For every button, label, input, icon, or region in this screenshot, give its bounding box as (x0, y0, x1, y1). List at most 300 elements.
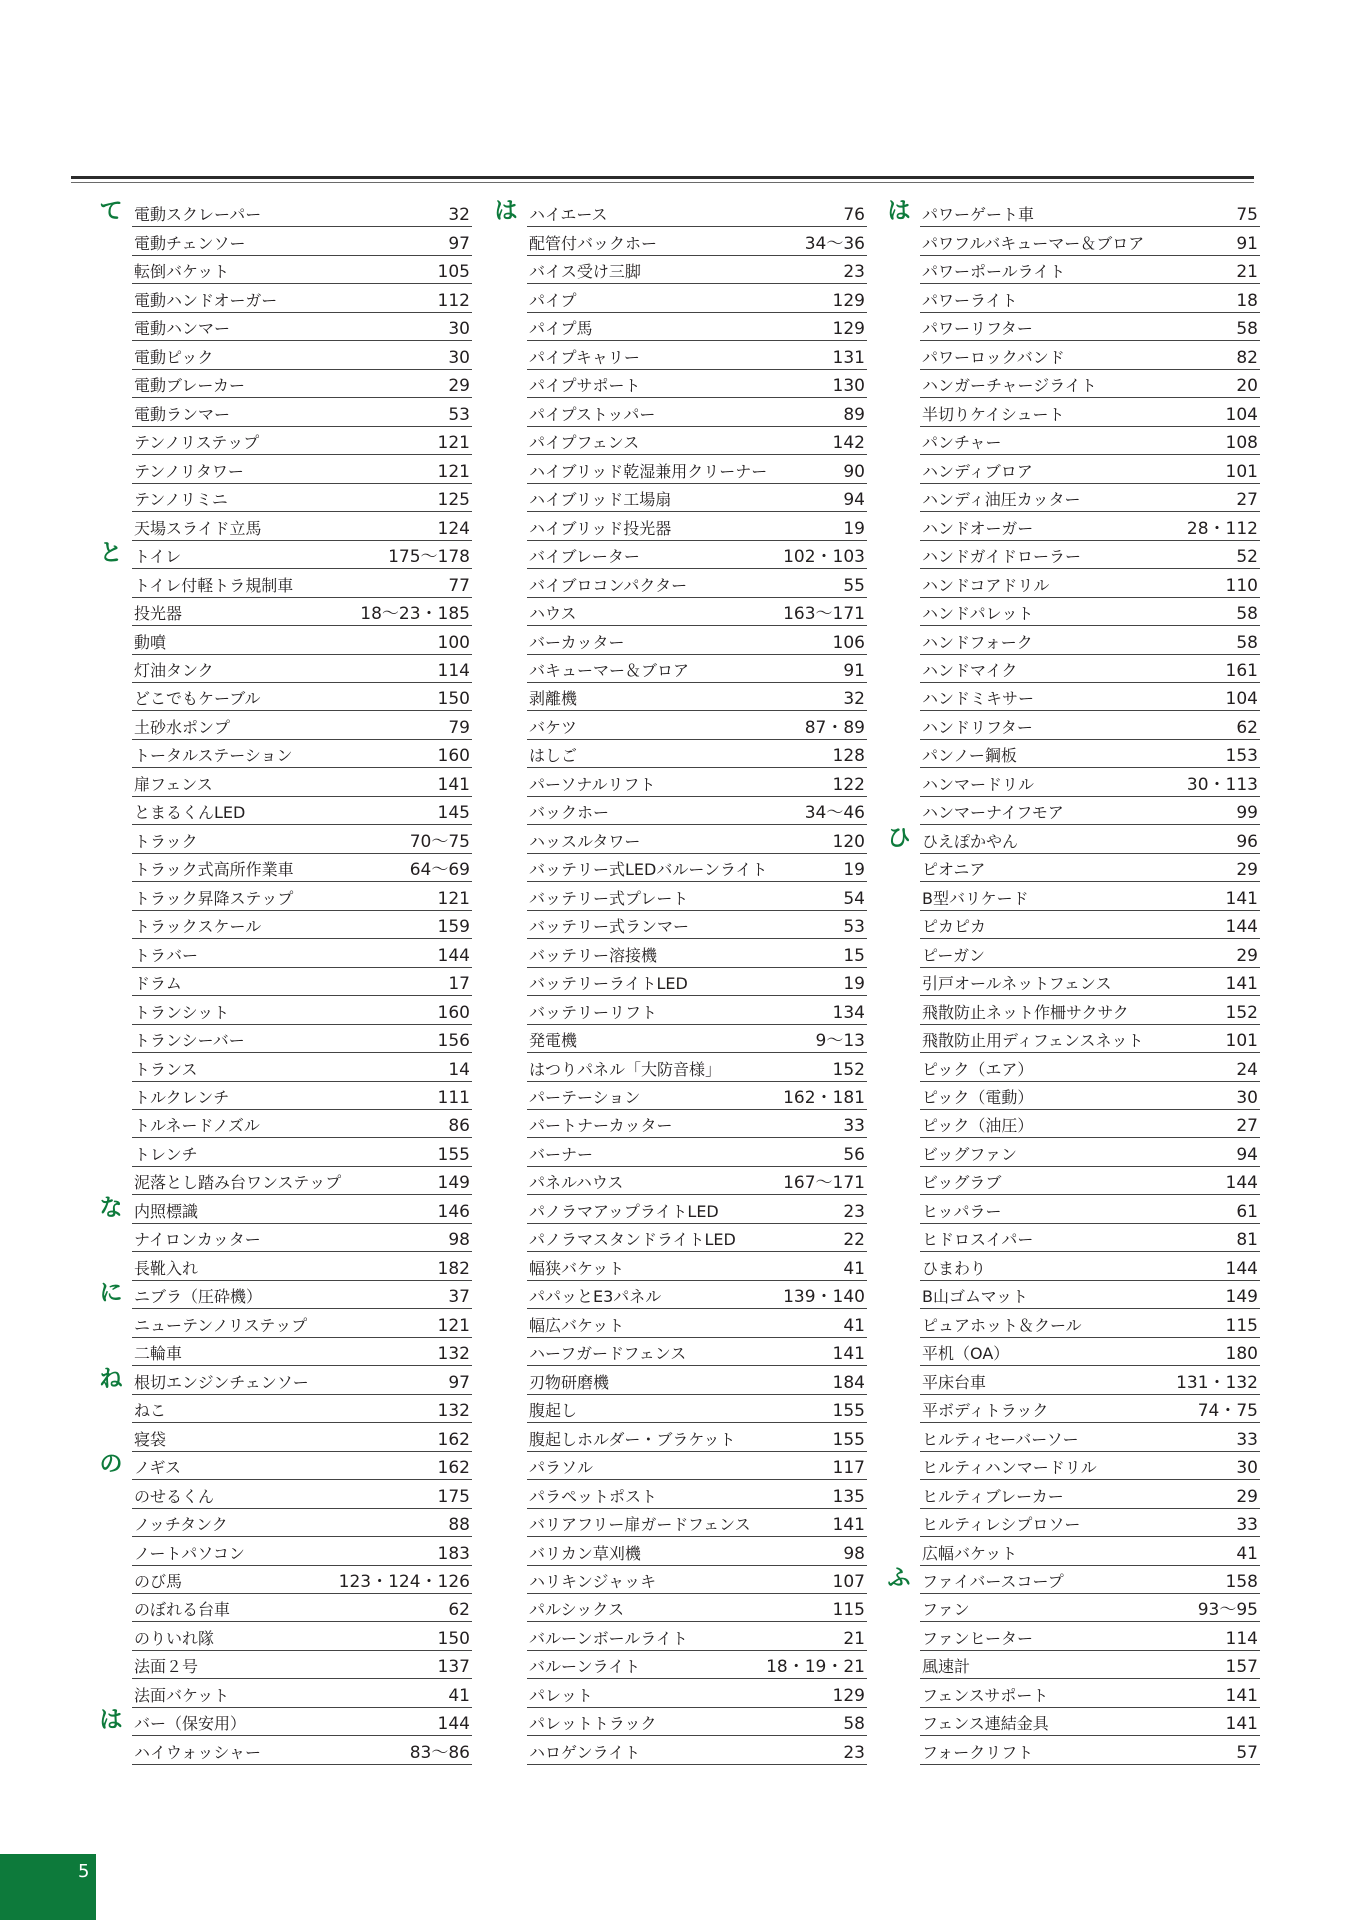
entry-page-ref: 134 (832, 1002, 865, 1023)
entry-term: 転倒バケット (134, 263, 230, 282)
index-entry (920, 1167, 1260, 1195)
entry-page-ref: 62 (448, 1600, 470, 1621)
entry-term: パネルハウス (529, 1174, 624, 1193)
entry-page-ref: 114 (1225, 1628, 1258, 1649)
index-entry (527, 1167, 867, 1195)
entry-term: パノラマスタンドライトLED (529, 1231, 736, 1250)
entry-term: ビッグラブ (922, 1174, 1002, 1193)
entry-term: のりいれ隊 (134, 1629, 215, 1648)
kana-heading: は (887, 198, 911, 225)
index-entry (920, 1082, 1260, 1110)
entry-term: のび馬 (134, 1572, 183, 1591)
entry-page-ref: 180 (1225, 1344, 1258, 1365)
entry-term: 土砂水ポンプ (134, 718, 231, 737)
entry-page-ref: 75 (1236, 205, 1258, 226)
entry-term: ハリキンジャッキ (529, 1572, 657, 1591)
entry-term: 広幅バケット (922, 1544, 1018, 1563)
index-entry (132, 512, 472, 540)
index-entry (920, 996, 1260, 1024)
entry-page-ref: 30 (1236, 1458, 1258, 1479)
entry-term: バリカン草刈機 (529, 1544, 641, 1563)
index-entry (920, 683, 1260, 711)
index-entry (920, 256, 1260, 284)
entry-term: バッテリー式LEDバルーンライト (529, 861, 768, 880)
index-entry (527, 427, 867, 455)
entry-term: ハンドミキサー (922, 690, 1035, 709)
entry-page-ref: 23 (843, 1742, 865, 1763)
index-entry (920, 284, 1260, 312)
entry-page-ref: 41 (448, 1685, 470, 1706)
index-entry (132, 1252, 472, 1280)
entry-term: パワーロックバンド (922, 348, 1065, 367)
entry-page-ref: 19 (843, 860, 865, 881)
entry-term: 二輪車 (134, 1345, 183, 1364)
index-entry (132, 683, 472, 711)
entry-term: 配管付バックホー (529, 234, 658, 253)
entry-term: ナイロンカッター (134, 1231, 261, 1250)
entry-term: パワーポールライト (922, 263, 1066, 282)
entry-term: パンチャー (922, 434, 1002, 453)
entry-page-ref: 114 (437, 660, 470, 681)
index-entry (132, 227, 472, 255)
entry-term: ヒルティハンマードリル (922, 1459, 1097, 1478)
index-entry (920, 626, 1260, 654)
entry-term: パノラマアップライトLED (529, 1202, 719, 1221)
entry-page-ref: 132 (437, 1344, 470, 1365)
index-entry (527, 1053, 867, 1081)
index-entry (527, 1594, 867, 1622)
index-entry (527, 1281, 867, 1309)
entry-page-ref: 135 (832, 1486, 865, 1507)
entry-page-ref: 27 (1236, 490, 1258, 511)
index-entry (920, 227, 1260, 255)
entry-term: パイプストッパー (529, 405, 656, 424)
entry-term: テンノリステップ (134, 434, 260, 453)
entry-page-ref: 121 (437, 461, 470, 482)
entry-term: 天場スライド立馬 (134, 519, 262, 538)
entry-page-ref: 141 (1225, 1714, 1258, 1735)
entry-page-ref: 145 (437, 803, 470, 824)
index-entry (132, 1594, 472, 1622)
entry-page-ref: 141 (437, 774, 470, 795)
index-entry (527, 1110, 867, 1138)
index-entry (99, 198, 472, 227)
entry-term: パイプ (529, 291, 577, 310)
entry-term: トラック昇降ステップ (134, 889, 294, 908)
entry-term: ハンディブロア (922, 462, 1033, 481)
entry-page-ref: 144 (1225, 1173, 1258, 1194)
entry-term: トレンチ (134, 1145, 198, 1164)
index-entry (132, 1566, 472, 1594)
index-entry (920, 1395, 1260, 1423)
entry-page-ref: 155 (832, 1401, 865, 1422)
index-entry (527, 1537, 867, 1565)
entry-term: ハウス (529, 605, 577, 624)
index-entry (527, 484, 867, 512)
entry-page-ref: 131 (832, 347, 865, 368)
index-entry (920, 1423, 1260, 1451)
entry-page-ref: 37 (448, 1287, 470, 1308)
index-entry (920, 398, 1260, 426)
index-column-1 (99, 198, 472, 1765)
index-entry (527, 854, 867, 882)
entry-term: トータルステーション (134, 747, 293, 766)
index-entry (527, 1366, 867, 1394)
index-entry (132, 1509, 472, 1537)
index-entry (132, 854, 472, 882)
entry-term: トルクレンチ (134, 1089, 230, 1107)
page-number: 5 (78, 1861, 90, 1882)
entry-page-ref: 121 (437, 433, 470, 454)
entry-page-ref: 155 (832, 1429, 865, 1450)
entry-page-ref: 107 (832, 1571, 865, 1592)
entry-page-ref: 112 (437, 290, 470, 311)
index-entry (527, 1395, 867, 1423)
entry-page-ref: 161 (1225, 660, 1258, 681)
entry-term: パラペットポスト (529, 1487, 658, 1506)
index-entry (920, 1480, 1260, 1508)
entry-page-ref: 144 (1225, 917, 1258, 938)
entry-term: 飛散防止ネット作柵サクサク (922, 1003, 1129, 1022)
entry-page-ref: 98 (448, 1230, 470, 1251)
entry-term: ハンマーナイフモア (922, 804, 1064, 823)
entry-term: ニューテンノリステップ (134, 1316, 308, 1335)
index-entry (920, 598, 1260, 626)
entry-page-ref: 162 (437, 1458, 470, 1479)
entry-page-ref: 94 (843, 490, 865, 511)
entry-term: トイレ付軽トラ規制車 (134, 576, 294, 595)
index-entry (527, 1452, 867, 1480)
index-entry (132, 1224, 472, 1252)
index-entry (132, 1537, 472, 1565)
entry-term: バリアフリー扉ガードフェンス (529, 1516, 751, 1535)
entry-term: パワーリフター (922, 320, 1033, 339)
entry-term: ハンドフォーク (922, 633, 1033, 652)
entry-page-ref: 23 (843, 262, 865, 283)
index-entry (527, 341, 867, 369)
entry-page-ref: 21 (1236, 262, 1258, 283)
entry-term: バッテリーリフト (529, 1003, 658, 1022)
index-entry (132, 1138, 472, 1166)
entry-page-ref: 77 (448, 575, 470, 596)
entry-page-ref: 33 (1236, 1429, 1258, 1450)
index-entry (527, 1195, 867, 1223)
entry-page-ref: 62 (1236, 717, 1258, 738)
index-entry (132, 711, 472, 739)
entry-page-ref: 55 (843, 575, 865, 596)
entry-term: トラック (134, 832, 198, 851)
entry-term: パイプキャリー (529, 348, 640, 367)
entry-term: 発電機 (529, 1032, 578, 1051)
entry-term: 電動ハンドオーガー (134, 291, 278, 310)
entry-page-ref: 30 (1236, 1088, 1258, 1108)
entry-term: バキューマー＆ブロア (529, 661, 690, 680)
entry-term: ファン (922, 1601, 970, 1620)
entry-page-ref: 100 (437, 632, 470, 653)
entry-page-ref: 156 (437, 1031, 470, 1052)
entry-term: 平ボディトラック (922, 1402, 1049, 1421)
entry-page-ref: 97 (448, 233, 470, 254)
entry-term: バッテリーライトLED (529, 975, 688, 994)
entry-term: パレット (529, 1686, 593, 1705)
entry-page-ref: 104 (1225, 689, 1258, 710)
entry-term: 動噴 (134, 633, 167, 652)
entry-page-ref: 15 (843, 945, 865, 966)
entry-page-ref: 115 (832, 1600, 865, 1621)
entry-term: ファンヒーター (922, 1629, 1034, 1648)
index-entry (527, 939, 867, 967)
entry-page-ref: 129 (832, 290, 865, 311)
entry-term: ハイエース (529, 206, 608, 225)
entry-page-ref: 149 (437, 1173, 470, 1194)
index-entry (920, 911, 1260, 939)
entry-term: どこでもケーブル (134, 690, 261, 709)
entry-term: 幅狭バケット (529, 1259, 625, 1278)
entry-page-ref: 105 (437, 262, 470, 283)
index-entry (920, 370, 1260, 398)
index-entry (920, 882, 1260, 910)
entry-term: 腹起しホルダー・ブラケット (529, 1430, 736, 1449)
entry-term: バーカッター (529, 633, 625, 652)
entry-page-ref: 175〜178 (388, 547, 470, 568)
entry-term: ハンマードリル (922, 775, 1035, 794)
entry-page-ref: 30 (448, 319, 470, 340)
index-entry (527, 1423, 867, 1451)
entry-term: バッテリー式ランマー (529, 918, 690, 937)
kana-heading: は (494, 198, 518, 225)
entry-page-ref: 28・112 (1186, 518, 1258, 539)
index-entry (920, 455, 1260, 483)
entry-term: ピック（エア） (922, 1060, 1034, 1079)
entry-page-ref: 152 (1225, 1002, 1258, 1023)
entry-page-ref: 129 (832, 319, 865, 340)
index-entry (132, 740, 472, 768)
entry-term: バルーンボールライト (529, 1629, 688, 1648)
entry-page-ref: 115 (1225, 1315, 1258, 1336)
index-entry (887, 198, 1260, 227)
entry-page-ref: 159 (437, 917, 470, 938)
entry-term: パパッとE3パネル (529, 1288, 662, 1307)
entry-page-ref: 141 (1225, 1685, 1258, 1706)
entry-term: 内照標識 (134, 1202, 199, 1221)
entry-page-ref: 121 (437, 1315, 470, 1336)
entry-page-ref: 182 (437, 1258, 470, 1279)
index-entry (132, 1622, 472, 1650)
entry-term: ハッスルタワー (529, 832, 641, 851)
index-entry (132, 996, 472, 1024)
header-rule (71, 176, 1254, 179)
entry-page-ref: 142 (832, 433, 865, 454)
index-entry (132, 655, 472, 683)
entry-term: ハンドマイク (922, 661, 1018, 680)
entry-page-ref: 152 (832, 1059, 865, 1080)
index-entry (887, 824, 1260, 853)
index-entry (527, 398, 867, 426)
entry-page-ref: 106 (832, 632, 865, 653)
index-entry (527, 598, 867, 626)
entry-term: ノートパソコン (134, 1544, 245, 1563)
entry-term: パイプサポート (529, 377, 641, 396)
index-entry (494, 198, 867, 227)
index-entry (527, 911, 867, 939)
entry-page-ref: 131・132 (1176, 1372, 1258, 1393)
entry-page-ref: 14 (448, 1059, 470, 1080)
index-entry (527, 1082, 867, 1110)
index-entry (132, 626, 472, 654)
entry-page-ref: 58 (843, 1714, 865, 1735)
index-entry (920, 939, 1260, 967)
index-entry (527, 1309, 867, 1337)
entry-term: トラック式高所作業車 (134, 861, 294, 880)
entry-page-ref: 99 (1236, 803, 1258, 824)
entry-page-ref: 121 (437, 888, 470, 909)
entry-page-ref: 102・103 (783, 547, 865, 568)
kana-heading: て (99, 198, 123, 225)
entry-term: 根切エンジンチェンソー (134, 1373, 309, 1392)
entry-page-ref: 56 (843, 1144, 865, 1165)
kana-heading: ね (99, 1365, 123, 1392)
index-entry (132, 427, 472, 455)
entry-term: 電動チェンソー (134, 234, 246, 253)
entry-term: パイプフェンス (529, 434, 640, 453)
entry-page-ref: 144 (437, 945, 470, 966)
index-entry (920, 1110, 1260, 1138)
entry-term: 平机（OA） (922, 1345, 1010, 1364)
entry-page-ref: 76 (843, 205, 865, 226)
index-entry (920, 1622, 1260, 1650)
entry-term: 引戸オールネットフェンス (922, 975, 1112, 994)
entry-term: パーテーション (529, 1089, 641, 1107)
entry-term: トランシット (134, 1003, 230, 1022)
entry-term: バイブロコンパクター (529, 576, 688, 595)
index-entry (527, 370, 867, 398)
entry-term: トランシーバー (134, 1032, 245, 1051)
entry-term: フォークリフト (922, 1743, 1034, 1762)
entry-term: 剥離機 (529, 690, 578, 709)
index-entry (132, 882, 472, 910)
kana-heading: の (99, 1451, 123, 1478)
entry-term: 泥落とし踏み台ワンステップ (134, 1174, 342, 1193)
index-entry (527, 711, 867, 739)
entry-term: バーナー (529, 1145, 594, 1164)
index-entry (527, 541, 867, 569)
index-entry (527, 1566, 867, 1594)
entry-page-ref: 32 (843, 689, 865, 710)
index-entry (920, 484, 1260, 512)
entry-page-ref: 139・140 (783, 1287, 865, 1308)
entry-term: パイプ馬 (529, 320, 593, 339)
index-column-2 (494, 198, 867, 1765)
entry-page-ref: 141 (1225, 888, 1258, 909)
index-entry (920, 569, 1260, 597)
index-entry (132, 1167, 472, 1195)
index-entry (132, 911, 472, 939)
entry-page-ref: 58 (1236, 604, 1258, 625)
index-entry (132, 968, 472, 996)
index-entry (920, 1252, 1260, 1280)
index-entry (527, 227, 867, 255)
entry-page-ref: 155 (437, 1144, 470, 1165)
kana-heading: に (99, 1280, 123, 1307)
entry-term: 風速計 (922, 1658, 971, 1677)
index-entry (920, 541, 1260, 569)
index-entry (920, 711, 1260, 739)
entry-term: トラックスケール (134, 918, 262, 937)
kana-heading: ふ (887, 1564, 911, 1591)
index-entry (132, 1309, 472, 1337)
index-entry (527, 1679, 867, 1707)
entry-page-ref: 101 (1225, 461, 1258, 482)
index-entry (920, 1138, 1260, 1166)
entry-term: バックホー (529, 804, 610, 823)
index-entry (527, 825, 867, 853)
entry-term: ハロゲンライト (529, 1743, 641, 1762)
entry-page-ref: 108 (1225, 433, 1258, 454)
index-entry (132, 939, 472, 967)
entry-term: ビッグファン (922, 1145, 1018, 1164)
entry-term: フェンスサポート (922, 1686, 1049, 1705)
entry-term: ノッチタンク (134, 1516, 228, 1535)
entry-page-ref: 124 (437, 518, 470, 539)
entry-term: 半切りケイシュート (922, 405, 1065, 424)
entry-term: 投光器 (134, 605, 183, 624)
index-entry (920, 1224, 1260, 1252)
entry-page-ref: 20 (1236, 376, 1258, 397)
entry-term: バイブレーター (529, 548, 640, 567)
index-entry (132, 569, 472, 597)
index-column-3 (887, 198, 1260, 1765)
entry-page-ref: 58 (1236, 632, 1258, 653)
index-entry (527, 256, 867, 284)
entry-page-ref: 93〜95 (1197, 1600, 1258, 1621)
entry-term: ヒルティレシプロソー (922, 1516, 1081, 1535)
entry-page-ref: 122 (832, 774, 865, 795)
entry-page-ref: 117 (832, 1458, 865, 1479)
index-entry (920, 968, 1260, 996)
entry-term: ニブラ（圧砕機） (134, 1288, 263, 1307)
entry-page-ref: 91 (843, 660, 865, 681)
entry-page-ref: 53 (448, 404, 470, 425)
entry-page-ref: 89 (843, 404, 865, 425)
entry-term: トラバー (134, 946, 199, 965)
index-entry (527, 1736, 867, 1764)
entry-page-ref: 32 (448, 205, 470, 226)
entry-term: パレットトラック (529, 1715, 657, 1734)
entry-term: 平床台車 (922, 1373, 987, 1392)
index-entry (527, 1252, 867, 1280)
index-entry (920, 1338, 1260, 1366)
index-entry (920, 1651, 1260, 1679)
entry-page-ref: 153 (1225, 746, 1258, 767)
entry-term: バッテリー溶接機 (529, 946, 658, 965)
index-entry (527, 1338, 867, 1366)
index-entry (132, 484, 472, 512)
index-entry (132, 370, 472, 398)
entry-page-ref: 18〜23・185 (360, 604, 470, 625)
entry-term: ハイブリッド工場扇 (529, 491, 672, 510)
index-entry (132, 256, 472, 284)
index-entry (527, 882, 867, 910)
index-entry (527, 996, 867, 1024)
index-entry (132, 1053, 472, 1081)
index-entry (99, 540, 472, 569)
index-entry (527, 626, 867, 654)
entry-page-ref: 34〜46 (804, 803, 865, 824)
entry-term: ハーフガードフェンス (529, 1345, 687, 1364)
entry-page-ref: 94 (1236, 1144, 1258, 1165)
entry-term: バケツ (529, 718, 577, 737)
entry-term: 刃物研磨機 (529, 1373, 610, 1392)
